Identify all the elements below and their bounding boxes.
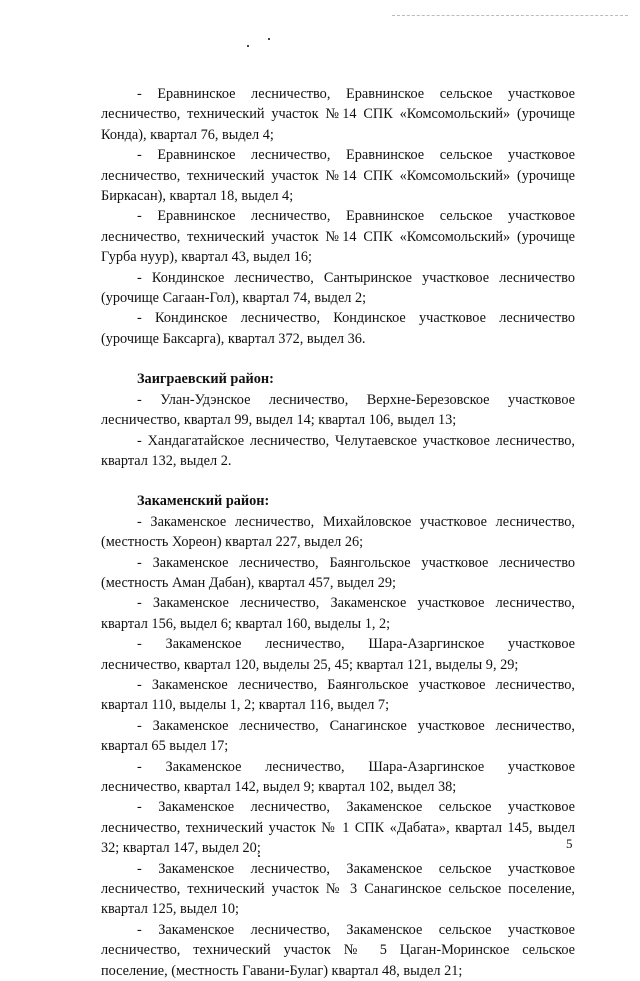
scan-speck [247, 45, 249, 47]
list-item: - Еравнинское лесничество, Еравнинское сельское участковое лесничество, технический участок №14 СПК «Комсомольский» (урочище Конда), квартал 76, выдел 4; [101, 86, 575, 143]
document-body [101, 84, 575, 981]
list-item: - Закаменское лесничество, Закаменское сельское участковое лесничество, технический участок № 3 Санагинское сельское поселение, квартал 125, выдел 10; [101, 860, 575, 918]
page-number: 5 [566, 836, 573, 851]
section-eravna-continuation [101, 84, 575, 349]
list-item: - Кондинское лесничество, Сантыринское участковое лесничество (урочище Сагаан-Гол), квартал 74, выдел 2; [101, 269, 575, 307]
list-item: - Закаменское лесничество, Михайловское участковое лесничество, (местность Хореон) квартал 227, выдел 26; [101, 513, 575, 551]
list-item: - Закаменское лесничество, Закаменское сельское участковое лесничество, технический участок № 1 СПК «Дабата», квартал 145, выдел 32; квартал 147, выдел 20; [101, 799, 575, 857]
list-item: - Еравнинское лесничество, Еравнинское сельское участковое лесничество, технический участок №14 СПК «Комсомольский» (урочище Биркасан), квартал 18, выдел 4; [101, 147, 575, 205]
list-item: - Закаменское лесничество, Санагинское участковое лесничество, квартал 65 выдел 17; [101, 717, 575, 755]
list-item: - Закаменское лесничество, Баянгольское участковое лесничество (местность Аман Дабан), квартал 457, выдел 29; [101, 554, 575, 591]
section-heading: Заиграевский район: [137, 371, 274, 388]
list-item: - Закаменское лесничество, Баянгольское участковое лесничество, квартал 110, выделы 1, 2; квартал 116, выдел 7; [101, 676, 575, 714]
list-item: - Закаменское лесничество, Шара-Азаргинское участковое лесничество, квартал 120, выделы 25, 45; квартал 121, выделы 9, 29; [101, 636, 575, 673]
list-item: - Еравнинское лесничество, Еравнинское сельское участковое лесничество, технический участок №14 СПК «Комсомольский» (урочище Гурба нуур), квартал 43, выдел 16; [101, 208, 575, 266]
section-zakamensky [101, 491, 575, 981]
list-item: - Закаменское лесничество, Закаменское сельское участковое лесничество, технический участок № 5 Цаган-Моринское сельское поселение, (местность Гавани-Булаг) квартал 48, выдел 21; [101, 921, 575, 979]
list-item: - Хандагатайское лесничество, Челутаевское участковое лесничество, квартал 132, выдел 2. [101, 432, 575, 469]
scan-edge-line [392, 15, 628, 16]
list-item: - Кондинское лесничество, Кондинское участковое лесничество (урочище Баксарга), квартал 372, выдел 36. [101, 310, 575, 347]
list-item: - Закаменское лесничество, Закаменское участковое лесничество, квартал 156, выдел 6; квартал 160, выделы 1, 2; [101, 595, 575, 632]
section-heading: Закаменский район: [137, 493, 270, 510]
scan-speck [268, 38, 270, 40]
list-item: - Улан-Удэнское лесничество, Верхне-Березовское участковое лесничество, квартал 99, выдел 14; квартал 106, выдел 13; [101, 391, 575, 429]
list-item: - Закаменское лесничество, Шара-Азаргинское участковое лесничество, квартал 142, выдел 9; квартал 102, выдел 38; [101, 758, 575, 795]
section-zaigraevsky [101, 369, 575, 471]
